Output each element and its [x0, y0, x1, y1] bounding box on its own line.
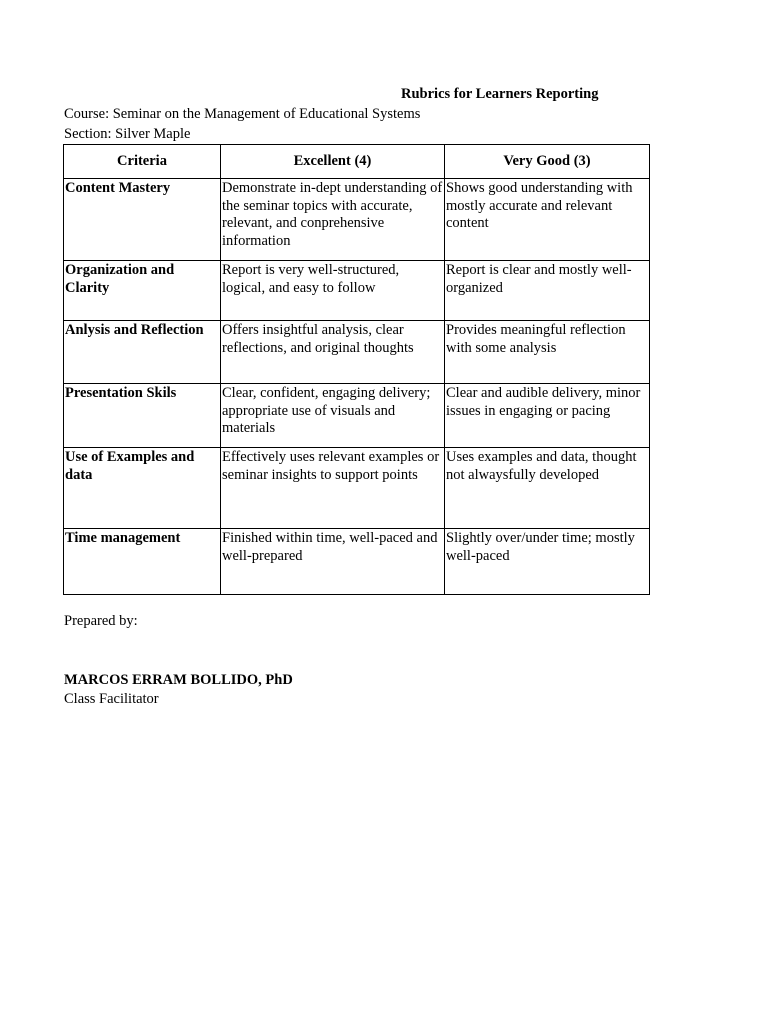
criteria-cell: Organization and Clarity — [64, 261, 221, 321]
signer-role: Class Facilitator — [64, 691, 159, 707]
excellent-cell: Clear, confident, engaging delivery; appropriate use of visuals and materials — [221, 384, 445, 448]
very-good-cell: Provides meaningful reflection with some analysis — [445, 321, 650, 384]
prepared-by-label: Prepared by: — [64, 613, 138, 629]
rubric-table — [63, 144, 650, 595]
very-good-cell: Report is clear and mostly well-organized — [445, 261, 650, 321]
excellent-cell: Offers insightful analysis, clear reflections, and original thoughts — [221, 321, 445, 384]
excellent-cell: Effectively uses relevant examples or seminar insights to support points — [221, 448, 445, 529]
table-row — [64, 261, 650, 321]
criteria-cell: Use of Examples and data — [64, 448, 221, 529]
signer-name: MARCOS ERRAM BOLLIDO, PhD — [64, 672, 293, 688]
header-very-good: Very Good (3) — [445, 145, 650, 179]
header-excellent: Excellent (4) — [221, 145, 445, 179]
table-row — [64, 529, 650, 595]
table-row — [64, 179, 650, 261]
very-good-cell: Shows good understanding with mostly accurate and relevant content — [445, 179, 650, 261]
very-good-cell: Clear and audible delivery, minor issues in engaging or pacing — [445, 384, 650, 448]
very-good-cell: Uses examples and data, thought not alwaysfully developed — [445, 448, 650, 529]
table-row — [64, 448, 650, 529]
course-line: Course: Seminar on the Management of Educational Systems — [64, 106, 421, 122]
table-header-row — [64, 145, 650, 179]
criteria-cell: Content Mastery — [64, 179, 221, 261]
excellent-cell: Report is very well-structured, logical, and easy to follow — [221, 261, 445, 321]
table-row — [64, 384, 650, 448]
very-good-cell: Slightly over/under time; mostly well-paced — [445, 529, 650, 595]
header-criteria: Criteria — [64, 145, 221, 179]
document-title: Rubrics for Learners Reporting — [401, 86, 599, 102]
criteria-cell: Anlysis and Reflection — [64, 321, 221, 384]
section-line: Section: Silver Maple — [64, 126, 191, 142]
excellent-cell: Finished within time, well-paced and well-prepared — [221, 529, 445, 595]
table-row — [64, 321, 650, 384]
criteria-cell: Presentation Skils — [64, 384, 221, 448]
criteria-cell: Time management — [64, 529, 221, 595]
excellent-cell: Demonstrate in-dept understanding of the seminar topics with accurate, relevant, and conprehensive information — [221, 179, 445, 261]
